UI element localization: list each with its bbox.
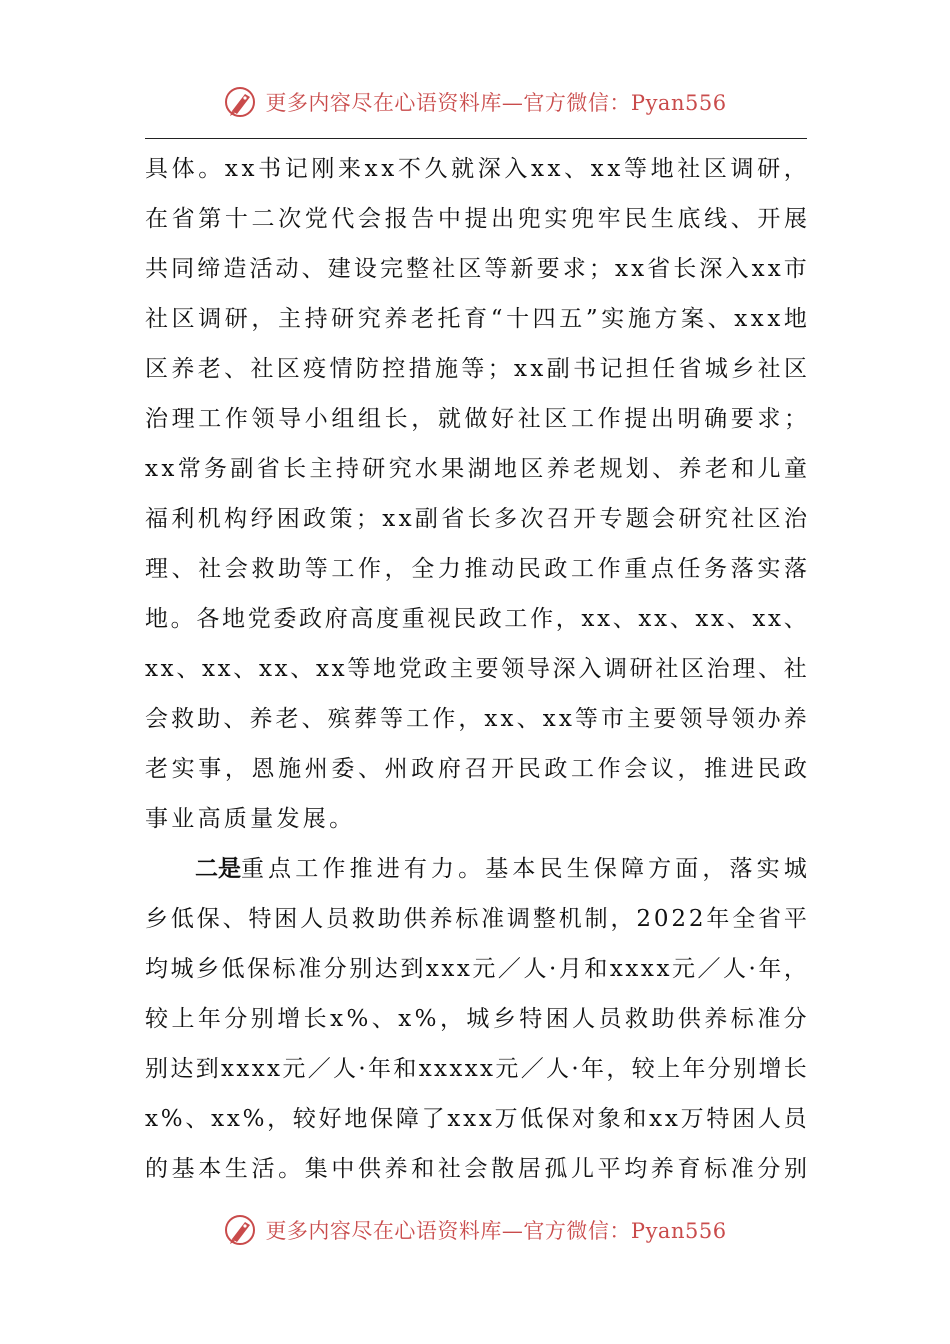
header-watermark-banner — [0, 80, 950, 124]
text-line: x x 、 x x 、 x x 、 x x 等 地 党 政 主 要 领 导 深 入 调 研 社 区 治 理 、 社 — [145, 656, 807, 682]
text-line: 理 、 社 会 救 助 等 工 作 ， 全 力 推 动 民 政 工 作 重 点 任 务 落 实 落 — [145, 556, 807, 582]
text-line: 老 实 事 ， 恩 施 州 委 、 州 政 府 召 开 民 政 工 作 会 议 ， 推 进 民 政 — [145, 756, 807, 782]
watermark-text: 更多内容尽在心语资料库—官方微信：Pyan556 — [265, 1219, 727, 1243]
watermark-text: 更多内容尽在心语资料库—官方微信：Pyan556 — [265, 91, 727, 115]
text-line: 社 区 调 研 ， 主 持 研 究 养 老 托 育 “ 十 四 五 ” 实 施 方 案 、 x x x 地 — [145, 306, 807, 332]
pen-nib-logo-icon — [223, 1212, 259, 1248]
text-line: 乡 低 保 、 特 困 人 员 救 助 供 养 标 准 调 整 机 制 ， 2 0 2 2 年 全 省 平 — [145, 906, 807, 932]
header-divider — [145, 138, 807, 139]
text-line: 地 。 各 地 党 委 政 府 高 度 重 视 民 政 工 作 ， x x 、 x x 、 x x 、 x x 、 — [145, 606, 807, 632]
text-line: 具 体 。 x x 书 记 刚 来 x x 不 久 就 深 入 x x 、 x x 等 地 社 区 调 研 ， — [145, 156, 807, 182]
text-line: 会 救 助 、 养 老 、 殡 葬 等 工 作 ， x x 、 x x 等 市 主 要 领 导 领 办 养 — [145, 706, 807, 732]
text-line: 别 达 到 x x x x 元 ／ 人 · 年 和 x x x x x 元 ／ 人 · 年 ， 较 上 年 分 别 增 长 — [145, 1056, 807, 1082]
text-line: x % 、 x x % ， 较 好 地 保 障 了 x x x 万 低 保 对 象 和 x x 万 特 困 人 员 — [145, 1106, 807, 1132]
pen-nib-logo-icon — [223, 84, 259, 120]
text-line: 在 省 第 十 二 次 党 代 会 报 告 中 提 出 兜 实 兜 牢 民 生 底 线 、 开 展 — [145, 206, 807, 232]
text-line: 均 城 乡 低 保 标 准 分 别 达 到 x x x 元 ／ 人 · 月 和 x x x x 元 ／ 人 · 年 ， — [145, 956, 807, 982]
text-line-rest: 重 点 工 作 推 进 有 力 。 基 本 民 生 保 障 方 面 ， 落 实 城 — [241, 856, 807, 882]
document-body — [145, 144, 807, 1194]
footer-watermark-banner — [0, 1208, 950, 1252]
text-line: x x 常 务 副 省 长 主 持 研 究 水 果 湖 地 区 养 老 规 划 、 养 老 和 儿 童 — [145, 456, 807, 482]
text-line: 事业高质量发展。 — [145, 806, 356, 832]
text-line: 共 同 缔 造 活 动 、 建 设 完 整 社 区 等 新 要 求 ； x x 省 长 深 入 x x 市 — [145, 256, 807, 282]
text-line: 的 基 本 生 活 。 集 中 供 养 和 社 会 散 居 孤 儿 平 均 养 育 标 准 分 别 — [145, 1156, 807, 1182]
text-line: 福 利 机 构 纾 困 政 策 ； x x 副 省 长 多 次 召 开 专 题 会 研 究 社 区 治 — [145, 506, 807, 532]
paragraph-first-line — [145, 844, 807, 894]
text-line: 治 理 工 作 领 导 小 组 组 长 ， 就 做 好 社 区 工 作 提 出 明 确 要 求 ； — [145, 406, 807, 432]
text-line: 区 养 老 、 社 区 疫 情 防 控 措 施 等 ； x x 副 书 记 担 任 省 城 乡 社 区 — [145, 356, 807, 382]
text-line: 较 上 年 分 别 增 长 x % 、 x % ， 城 乡 特 困 人 员 救 助 供 养 标 准 分 — [145, 1006, 807, 1032]
bold-lead: 二是 — [195, 856, 241, 882]
